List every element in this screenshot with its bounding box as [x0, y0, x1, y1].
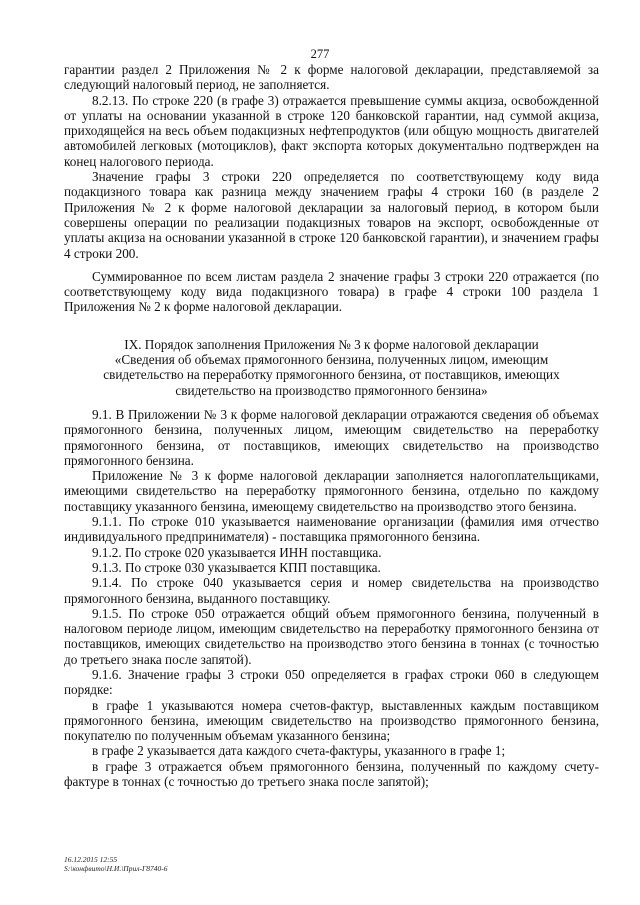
paragraph: 9.1.1. По строке 010 указывается наименование организации (фамилия имя отчество индивидуального предпринимателя) - поставщика прямогонного бензина. — [64, 514, 599, 545]
section-heading-line: свидетельство на производство прямогонного бензина» — [175, 382, 488, 398]
footer-timestamp: 16.12.2015 12:55 — [64, 855, 118, 864]
paragraph: 9.1.5. По строке 050 отражается общий объем прямогонного бензина, полученный в налоговом периоде лицом, имеющим свидетельство на переработку прямогонного бензина от поставщиков, имеющих свидетельство на производство этого бензина в тоннах (с точностью до третьего знака после запятой). — [64, 605, 599, 667]
paragraph: Суммированное по всем листам раздела 2 значение графы 3 строки 220 отражается (по соответствующему коду вида подакцизного товара) в графе 4 строки 100 раздела 1 Приложения № 2 к форме налоговой декларации. — [64, 268, 599, 315]
paragraph: 9.1.4. По строке 040 указывается серия и номер свидетельства на производство прямогонного бензина, выданного поставщику. — [64, 575, 599, 606]
paragraph: 9.1. В Приложении № 3 к форме налоговой декларации отражаются сведения об объемах прямогонного бензина, полученных лицом, имеющим свидетельство на переработку прямогонного бензина, от поставщиков, имеющих свидетельство на производство прямогонного бензина. — [64, 406, 599, 468]
section-heading-line: свидетельство на переработку прямогонного бензина, от поставщиков, имеющих — [103, 367, 560, 383]
paragraph: в графе 3 отражается объем прямогонного бензина, полученный по каждому счету-фактуре в тоннах (с точностью до третьего знака после запятой); — [64, 758, 599, 790]
document-body — [64, 62, 599, 789]
paragraphs-after-section — [64, 407, 599, 789]
paragraph: в графе 1 указываются номера счетов-фактур, выставленных каждым поставщиком прямогонного бензина, имеющим свидетельство на производство прямогонного бензина, покупателю по полученным объемам указанного бензина; — [64, 697, 599, 744]
paragraph: Приложение № 3 к форме налоговой декларации заполняется налогоплательщиками, имеющими свидетельство на переработку прямогонного бензина, отдельно по каждому поставщику указанного бензина, имеющему свидетельство на производство этого бензина. — [64, 468, 599, 514]
paragraphs-before-section — [64, 62, 599, 315]
paragraph: 9.1.6. Значение графы 3 строки 050 определяется в графах строки 060 в следующем порядке: — [64, 666, 599, 698]
paragraph: 9.1.2. По строке 020 указывается ИНН поставщика. — [92, 544, 382, 560]
footer-file-path: S:\конфвито\Н.И.\Прил-Г8740-6 — [64, 864, 168, 873]
section-heading-line: IX. Порядок заполнения Приложения № 3 к форме налоговой декларации — [124, 336, 539, 352]
section-heading — [64, 337, 599, 398]
page-number: 277 — [310, 47, 330, 61]
section-heading-line: «Сведения об объемах прямогонного бензина, полученных лицом, имеющим — [114, 352, 549, 368]
paragraph: гарантии раздел 2 Приложения № 2 к форме налоговой декларации, представляемой за следующий налоговый период, не заполняется. — [64, 62, 599, 93]
paragraph: в графе 2 указывается дата каждого счета-фактуры, указанного в графе 1; — [92, 743, 506, 759]
file-footer — [64, 855, 167, 873]
paragraph: Значение графы 3 строки 220 определяется по соответствующему коду вида подакцизного товара как разница между значением графы 4 строки 160 (в разделе 2 Приложения № 2 к форме налоговой декларации за налоговый период, в котором были совершены операции по реализации подакцизных товаров на экспорт, освобожденные от уплаты акциза на основании указанной в строке 120 банковской гарантии), и значением графы 4 строки 200. — [64, 169, 599, 261]
paragraph: 8.2.13. По строке 220 (в графе 3) отражается превышение суммы акциза, освобожденной от уплаты на основании указанной в строке 120 банковской гарантии, над суммой акциза, приходящейся на весь объем подакцизных нефтепродуктов (или общую мощность двигателей автомобилей легковых (мотоциклов), факт экспорта которых документально подтвержден на конец налогового периода. — [64, 92, 599, 169]
paragraph: 9.1.3. По строке 030 указывается КПП поставщика. — [92, 559, 381, 575]
